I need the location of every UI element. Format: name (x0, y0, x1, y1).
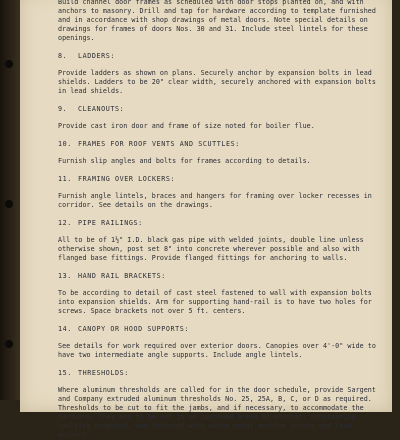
section-body: Furnish angle lintels, braces and hangers for framing over locker recesses in corridor. See details on the drawings. (58, 192, 372, 209)
section-body: Provide ladders as shown on plans. Securely anchor by expansion bolts in lead shields. Ladders to be 20" clear width, securely anchored with expansion bolts in lead shields. (58, 69, 376, 95)
section-body: Provide cast iron door and frame of size noted for boiler flue. (58, 122, 315, 130)
section-number: 11. (58, 175, 72, 183)
binding-strip (0, 0, 20, 400)
typewritten-page (20, 0, 392, 439)
section-number: 9. (58, 105, 68, 113)
section-12 (58, 219, 380, 263)
binding-hole (5, 200, 13, 208)
section-number: 14. (58, 325, 72, 333)
section-body: Where aluminum thresholds are called for in the door schedule, provide Sargent and Company extruded aluminum thresholds No. 25, 25A, B, C, or D as required. Thresholds to be cut to fit the jambs, and if necessary, to accommodate the hardware. They are to be set in an approved brand of elastic, nonstaining caulking compound, and fastened with white metal machine screws and lead anchors. (58, 386, 376, 439)
section-title: LADDERS: (78, 52, 116, 60)
section-number: 8. (58, 52, 68, 60)
section-9 (58, 105, 380, 131)
section-10 (58, 140, 380, 166)
section-number: 15. (58, 369, 72, 377)
binding-hole (5, 340, 13, 348)
section-number: 10. (58, 140, 72, 148)
section-title: HAND RAIL BRACKETS: (78, 272, 166, 280)
section-body: Furnish slip angles and bolts for frames according to details. (58, 157, 311, 165)
section-15 (58, 369, 380, 440)
section-number: 12. (58, 219, 72, 227)
section-14 (58, 325, 380, 360)
intro-paragraph: Build channel door frames as scheduled with door stops planted on, and with anchors to masonry. Drill and tap for hardware according to template furnished and in accordance with shop drawings of metal doors. Note special details on drawings for frames of doors Nos. 30 and 31. Include steel lintels for these openings. (58, 0, 376, 42)
section-13 (58, 272, 380, 316)
section-body: To be according to detail of cast steel fastened to wall with expansion bolts into expansion shields. Arm for supporting hand-rail is to have two holes for screws. Space brackets not over 5 ft. centers. (58, 289, 372, 315)
section-body: See details for work required over exterior doors. Canopies over 4'-0" wide to have two intermediate angle supports. Include angle lintels. (58, 342, 376, 359)
section-title: PIPE RAILINGS: (78, 219, 143, 227)
page-content (58, 0, 380, 440)
section-title: THRESHOLDS: (78, 369, 129, 377)
section-body: All to be of 1½" I.D. black gas pipe with welded joints, double line unless otherwise shown, post set 8" into concrete wherever possible and also with flanged base fittings. Provide flanged fittings for anchoring to walls. (58, 236, 364, 262)
section-11 (58, 175, 380, 210)
section-8 (58, 52, 380, 96)
section-title: CANOPY OR HOOD SUPPORTS: (78, 325, 190, 333)
section-title: FRAMING OVER LOCKERS: (78, 175, 176, 183)
section-title: CLEANOUTS: (78, 105, 125, 113)
binding-hole (5, 60, 13, 68)
section-number: 13. (58, 272, 72, 280)
section-title: FRAMES FOR ROOF VENTS AND SCUTTLES: (78, 140, 240, 148)
